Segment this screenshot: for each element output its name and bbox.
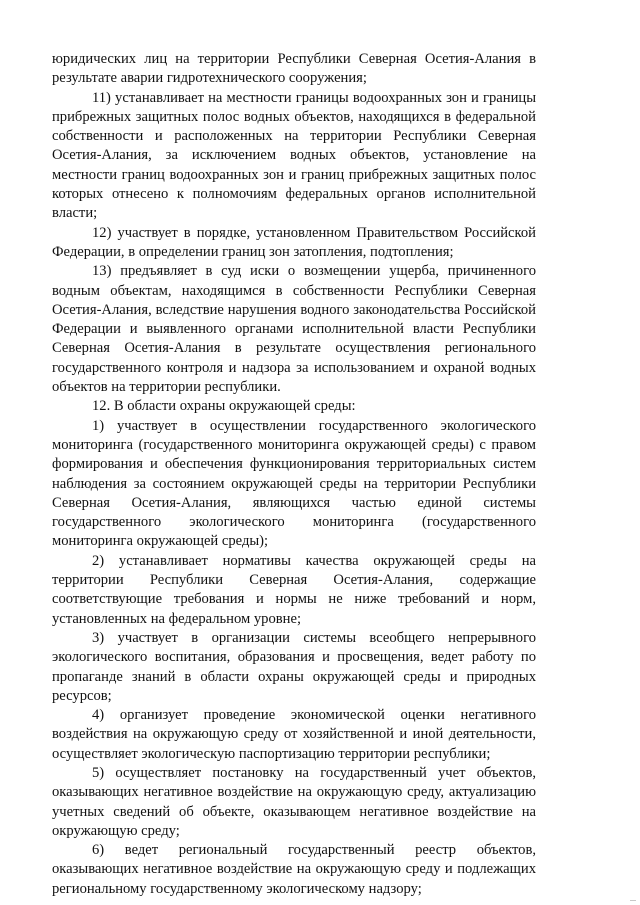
paragraph-env-item-6: 6) ведет региональный государственный реестр объектов, оказывающих негативное воздействие на окружающую среду и подлежащих региональному государственному экологическому надзору; [52, 842, 536, 897]
paragraph-env-item-3: 3) участвует в организации системы всеобщего непрерывного экологического воспитания, образования и просвещения, ведет работу по пропаганде знаний в области охраны окружающей среды и природных ресурсов; [52, 629, 536, 704]
paragraph-item-12: 12) участвует в порядке, установленном Правительством Российской Федерации, в определении границ зон затопления, подтопления; [52, 224, 536, 260]
page-edge-mark [630, 900, 636, 901]
paragraph-continuation: юридических лиц на территории Республики Северная Осетия-Алания в результате аварии гидротехнического сооружения; [52, 51, 536, 87]
document-page [52, 50, 536, 899]
paragraph-item-13: 13) предъявляет в суд иски о возмещении ущерба, причиненного водным объектам, находящимся в собственности Республики Северная Осетия-Алания, вследствие нарушения водного законодательства Российской Федерации и выявленного органами исполнительной власти Республики Северная Осетия-Алания в результате осуществления регионального государственного контроля и надзора за использованием и охраной водных объектов на территории республики. [52, 263, 536, 396]
paragraph-env-item-2: 2) устанавливает нормативы качества окружающей среды на территории Республики Северная Осетия-Алания, содержащие соответствующие требования и нормы не ниже требований и норм, установленных на федеральном уровне; [52, 552, 536, 627]
section-heading-12: 12. В области охраны окружающей среды: [92, 398, 356, 415]
paragraph-env-item-5: 5) осуществляет постановку на государственный учет объектов, оказывающих негативное воздействие на окружающую среду, актуализацию учетных сведений об объекте, оказывающем негативное воздействие на окружающую среду; [52, 764, 536, 839]
paragraph-env-item-1: 1) участвует в осуществлении государственного экологического мониторинга (государственного мониторинга окружающей среды) с правом формирования и обеспечения функционирования территориальных систем наблюдения за состоянием окружающей среды на территории Республики Северная Осетия-Алания, являющихся частью единой системы государственного экологического мониторинга (государственного мониторинга окружающей среды); [52, 417, 536, 550]
paragraph-item-11: 11) устанавливает на местности границы водоохранных зон и границы прибрежных защитных полос водных объектов, находящихся в федеральной собственности и расположенных на территории Республики Северная Осетия-Алания, за исключением водных объектов, установление на местности границ водоохранных зон и границ прибрежных защитных полос которых отнесено к полномочиям федеральных органов исполнительной власти; [52, 89, 536, 222]
paragraph-env-item-4: 4) организует проведение экономической оценки негативного воздействия на окружающую среду от хозяйственной и иной деятельности, осуществляет экологическую паспортизацию территории республики; [52, 707, 536, 762]
